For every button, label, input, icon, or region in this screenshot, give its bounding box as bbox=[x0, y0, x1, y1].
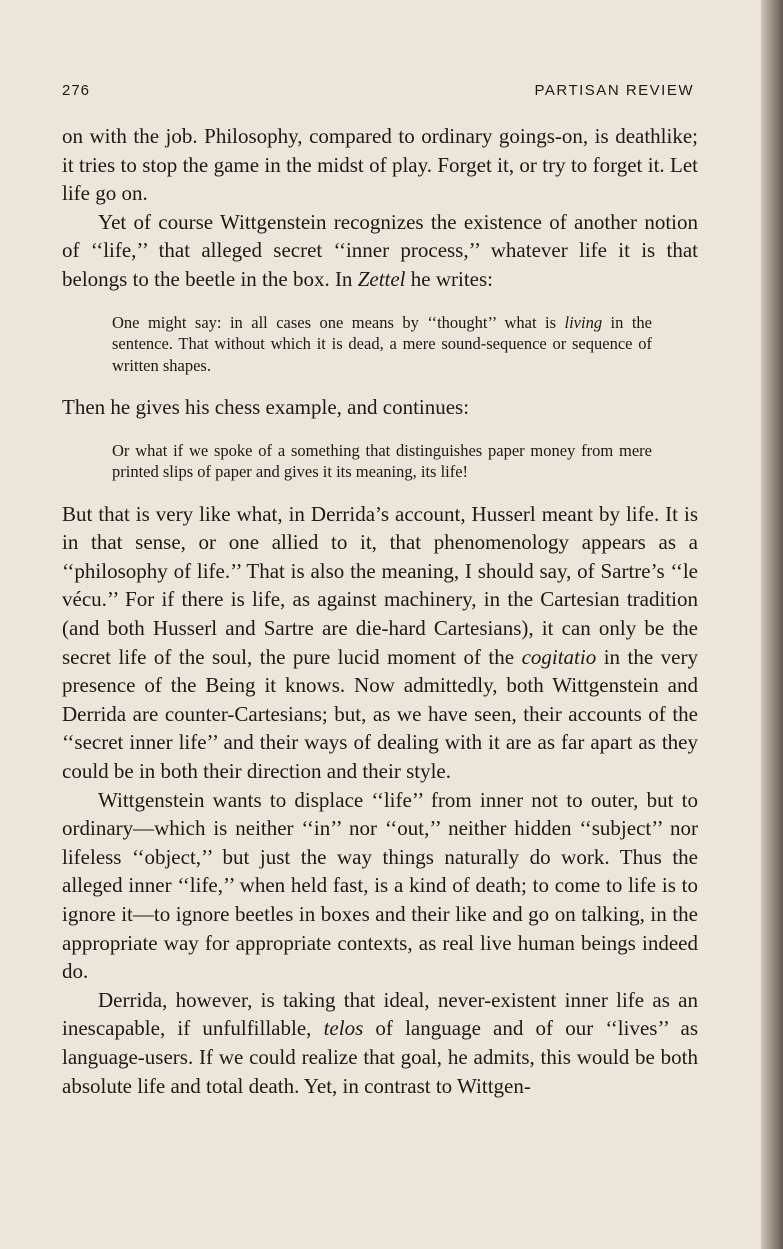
italic-telos: telos bbox=[323, 1016, 364, 1041]
paragraph-4: But that is very like what, in Derrida’s account, Husserl meant by life. It is in that sense, or one allied to it, that phenomenology appears as a ‘‘philosophy of life.’’ That is also the meaning, I should say, of Sartre’s ‘‘le vécu.’’ For if there is life, as against machinery, in the Cartesian tradition (and both Husserl and Sartre are die-hard Cartesians), it can only be the secret life of the soul, the pure lucid moment of the cogitatio in the very presence of the Being it knows. Now admittedly, both Wittgenstein and Derrida are counter-Cartesians; but, as we have seen, their accounts of the ‘‘secret inner life’’ and their ways of dealing with it are as far apart as they could be in both their direction and their style. bbox=[62, 501, 698, 783]
paragraph-3: Then he gives his chess example, and continues: bbox=[62, 395, 470, 420]
italic-cogitatio: cogitatio bbox=[521, 644, 597, 669]
body-text bbox=[62, 122, 698, 1100]
book-spine-edge bbox=[761, 0, 783, 1249]
paragraph-1: on with the job. Philosophy, compared to ordinary goings-on, is deathlike; it tries to stop the game in the midst of play. Forget it, or try to forget it. Let life go on. bbox=[62, 124, 698, 206]
block-quote-1: One might say: in all cases one means by ‘‘thought’’ what is living in the sentence. That without which it is dead, a mere sound-sequence or sequence of written shapes. bbox=[112, 312, 652, 375]
block-quote-2: Or what if we spoke of a something that distinguishes paper money from mere printed slips of paper and gives it its meaning, its life! bbox=[112, 440, 652, 482]
page-number: 276 bbox=[62, 82, 91, 99]
paragraph-6: Derrida, however, is taking that ideal, never-existent inner life as an inescapable, if unfulfillable, telos of language and of our ‘‘lives’’ as language-users. If we could realize that goal, he admits, this would be both absolute life and total death. Yet, in contrast to Wittgen- bbox=[62, 987, 698, 1098]
journal-title: PARTISAN REVIEW bbox=[534, 82, 694, 99]
italic-title-zettel: Zettel bbox=[357, 266, 406, 291]
paragraph-2: Yet of course Wittgenstein recognizes the existence of another notion of ‘‘life,’’ that alleged secret ‘‘inner process,’’ whatever life it is that belongs to the beetle in the box. In Zettel he writes: bbox=[62, 209, 698, 291]
italic-living: living bbox=[564, 312, 603, 332]
paragraph-5: Wittgenstein wants to displace ‘‘life’’ from inner not to outer, but to ordinary—which is neither ‘‘in’’ nor ‘‘out,’’ neither hidden ‘‘subject’’ nor lifeless ‘‘object,’’ but just the way things naturally do work. Thus the alleged inner ‘‘life,’’ when held fast, is a kind of death; to come to life is to ignore it—to ignore beetles in boxes and their like and go on talking, in the appropriate way for appropriate contexts, as real live human beings indeed do. bbox=[62, 787, 698, 984]
running-head bbox=[62, 82, 694, 106]
